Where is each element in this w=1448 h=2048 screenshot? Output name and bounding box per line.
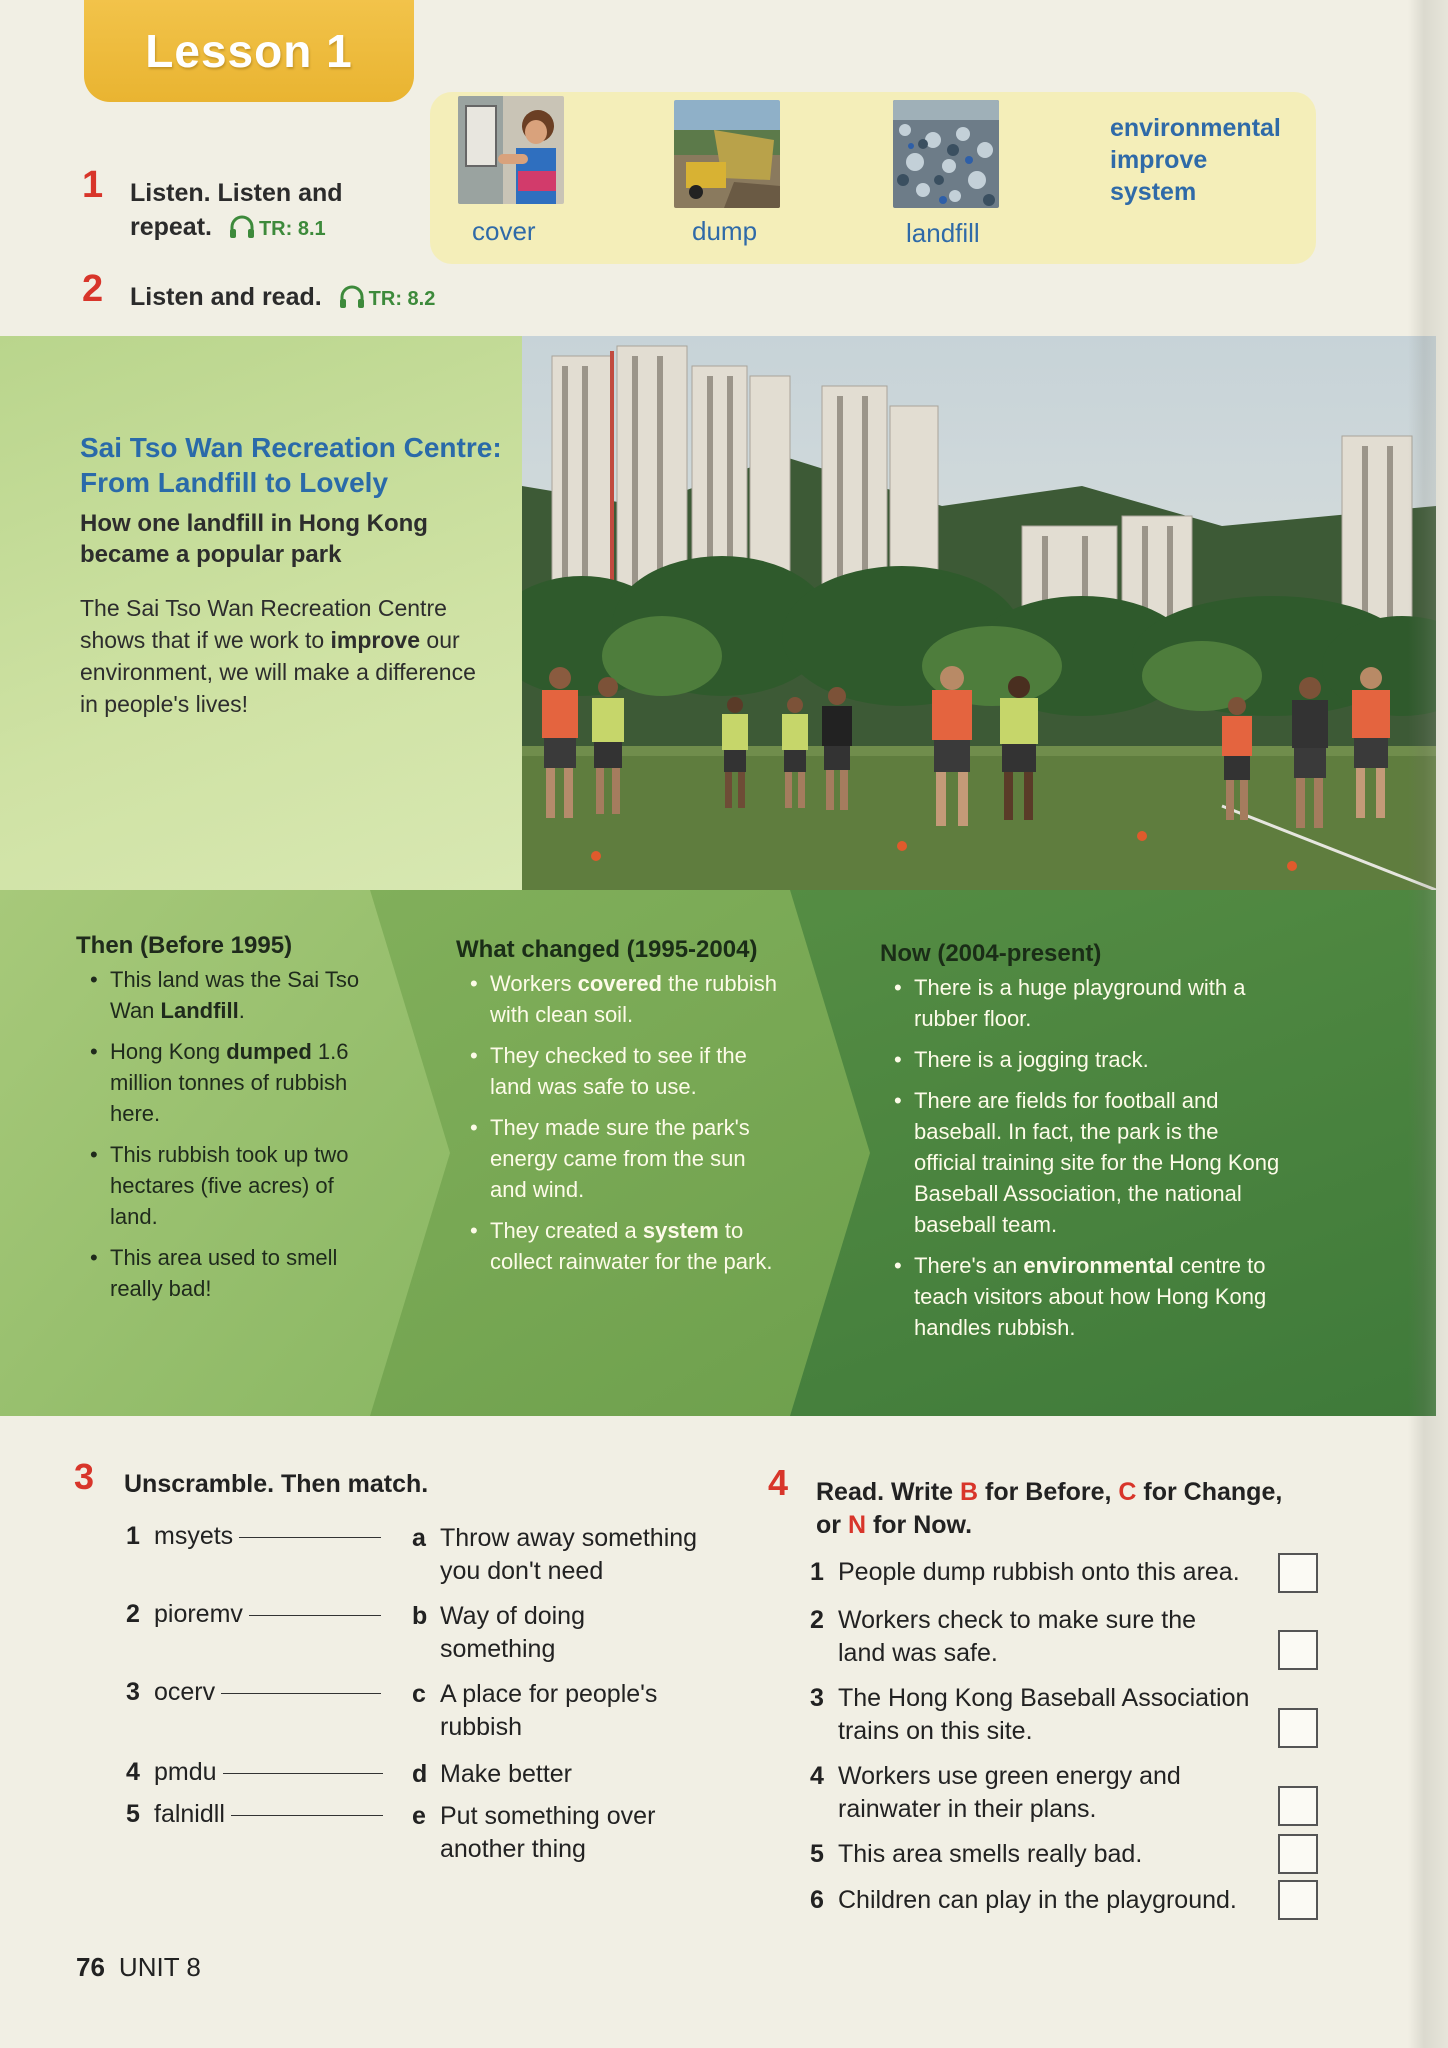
activity-2-instruction [130,280,435,316]
statement-1: 1 People dump rubbish onto this area. [810,1558,1240,1586]
unscramble-item-4: 4 pmdu [126,1756,383,1789]
answer-box-3[interactable] [1278,1708,1318,1748]
changed-bullet-3: • They made sure the park's energy came from the sun and wind. [456,1112,786,1205]
landfill-image [893,100,999,208]
unscramble-item-2: 2 pioremv [126,1598,381,1631]
article-subtitle [80,508,500,570]
activity-1-repeat: repeat. [130,213,212,241]
vocab-word-dump: dump [692,216,758,246]
definition-b: b Way of doing something [412,1602,585,1663]
then-bullet-1: • This land was the Sai Tso Wan Landfill. [76,964,386,1026]
changed-bullet-1: • Workers covered the rubbish with clean soil. [456,968,786,1030]
answer-blank[interactable] [221,1693,381,1694]
scrambled-word: pmdu [154,1758,217,1786]
vocab-extra-words [1110,112,1281,208]
scrambled-word: falnidll [154,1800,225,1828]
statement-6: 6 Children can play in the playground. [810,1886,1237,1914]
activity-2-number: 2 [82,268,104,310]
scrambled-word: pioremv [154,1600,243,1628]
changed-bullet-2: • They checked to see if the land was safe to use. [456,1040,786,1102]
then-bullet-3: • This rubbish took up two hectares (five acres) of land. [76,1139,386,1232]
article-body-bold: improve [330,627,421,653]
page-edge-shadow [1408,0,1448,2048]
activity-4-number: 4 [768,1462,789,1503]
article-body-part1: The Sai Tso Wan Recreation Centre shows that if we work to [80,595,447,653]
answer-blank[interactable] [231,1815,383,1816]
changed-bullet-4: • They created a system to collect rainwater for the park. [456,1215,786,1277]
definition-a: a Throw away something you don't need [412,1524,698,1585]
track-label-8-1[interactable]: TR: 8.1 [258,218,326,240]
definition-e: e Put something over another thing [412,1802,656,1863]
page-footer [76,1952,201,1983]
now-column [880,940,1280,1353]
answer-box-5[interactable] [1278,1834,1318,1874]
vocab-word-cover: cover [472,216,536,246]
changed-heading: What changed (1995-2004) [456,936,758,963]
article-title-line1: Sai Tso Wan Recreation Centre: [80,432,502,463]
now-heading: Now (2004-present) [880,940,1102,967]
dump-image [674,100,780,208]
answer-box-6[interactable] [1278,1880,1318,1920]
unscramble-item-3: 3 ocerv [126,1676,381,1709]
vocab-word-improve: improve [1110,146,1208,174]
vocab-word-system: system [1110,178,1197,206]
article-subtitle-line2: became a popular park [80,541,342,568]
vocab-word-landfill: landfill [906,218,980,248]
statement-2: 2 Workers check to make sure the land was safe. [810,1606,1197,1667]
timeline-section [0,890,1436,1416]
activity-3-instruction: Unscramble. Then match. [124,1470,429,1498]
now-bullet-1: • There is a huge playground with a rubber floor. [880,972,1280,1034]
now-bullet-2: • There is a jogging track. [880,1044,1280,1075]
now-bullet-4: • There's an environmental centre to teach visitors about how Hong Kong handles rubbish. [880,1250,1280,1343]
unscramble-item-1: 1 msyets [126,1520,381,1553]
article-intro-panel [0,336,522,890]
article-body [80,592,480,720]
scrambled-word: msyets [154,1522,234,1550]
now-bullet-3: • There are fields for football and baseball. In fact, the park is the official training site for the Hong Kong Baseball Association, the national baseball team. [880,1085,1280,1240]
article-title-line2: From Landfill to Lovely [80,467,389,498]
activity-2-text: Listen and read. [130,283,322,311]
answer-blank[interactable] [239,1537,381,1538]
answer-box-2[interactable] [1278,1630,1318,1670]
scrambled-word: ocerv [154,1678,216,1706]
statement-4: 4 Workers use green energy and rainwater in their plans. [810,1762,1181,1823]
activity-1-line2 [130,210,430,246]
answer-blank[interactable] [249,1615,381,1616]
unit-label: UNIT 8 [118,1952,201,1982]
then-bullet-2: • Hong Kong dumped 1.6 million tonnes of rubbish here. [76,1036,386,1129]
statement-3: 3 The Hong Kong Baseball Association trains on this site. [810,1684,1250,1745]
activity-3-number: 3 [74,1456,95,1497]
vocab-word-environmental: environmental [1110,114,1281,142]
vocabulary-box [430,92,1316,264]
lesson-title: Lesson 1 [145,25,353,77]
statement-5: 5 This area smells really bad. [810,1840,1143,1868]
answer-box-1[interactable] [1278,1553,1318,1593]
article-title [80,430,520,500]
definition-c: c A place for people's rubbish [412,1680,658,1741]
activity-1-number: 1 [82,164,104,206]
changed-column [456,936,786,1287]
article-subtitle-line1: How one landfill in Hong Kong [80,510,428,537]
then-heading: Then (Before 1995) [76,932,293,959]
then-column [76,932,386,1314]
park-photo [522,336,1436,890]
headphones-icon[interactable] [339,285,365,309]
activity-4-instruction: Read. Write B for Before, C for Change, or N for Now. [816,1478,1283,1539]
cover-image [458,96,564,204]
headphones-icon[interactable] [229,215,255,239]
lesson-tab [84,0,414,102]
unscramble-item-5: 5 falnidll [126,1798,383,1831]
article-body-part2: our environment, we will make a difference in people's lives! [80,627,476,717]
answer-blank[interactable] [223,1773,383,1774]
activity-1-instruction [130,176,430,246]
activity-1-line1: Listen. Listen and [130,179,343,207]
then-bullet-4: • This area used to smell really bad! [76,1242,386,1304]
page-number: 76 [76,1952,105,1982]
definition-d: d Make better [412,1760,573,1788]
track-label-8-2[interactable]: TR: 8.2 [368,288,436,310]
answer-box-4[interactable] [1278,1786,1318,1826]
